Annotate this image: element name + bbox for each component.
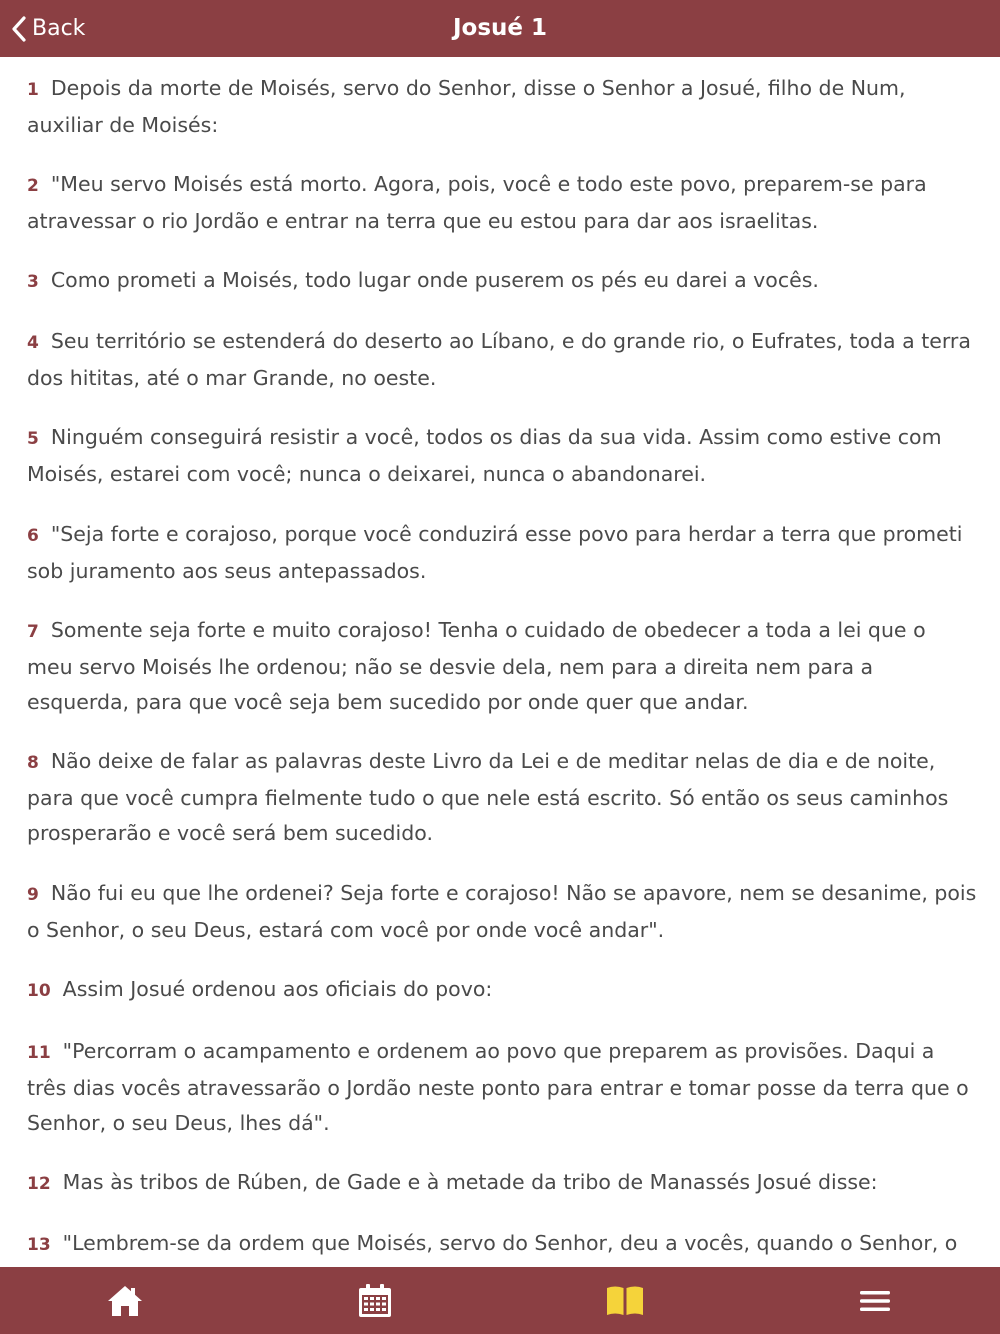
verse-number: 6 bbox=[27, 526, 39, 546]
verse-number: 5 bbox=[27, 429, 39, 449]
chapter-content[interactable] bbox=[0, 57, 1000, 1267]
verse bbox=[27, 517, 977, 589]
back-button-label: Back bbox=[32, 16, 86, 41]
verse bbox=[27, 972, 977, 1009]
verse-text: Assim Josué ordenou aos oficiais do povo: bbox=[62, 977, 493, 1001]
verse-text: Seu território se estenderá do deserto ao Líbano, e do grande rio, o Eufrates, toda a terra dos hititas, até o mar Grande, no oeste. bbox=[27, 329, 971, 390]
verse-text: "Lembrem-se da ordem que Moisés, servo do Senhor, deu a vocês, quando o Senhor, o bbox=[62, 1231, 958, 1255]
verse-text: Somente seja forte e muito corajoso! Tenha o cuidado de obedecer a toda a lei que o meu servo Moisés lhe ordenou; não se desvie dela, nem para a direita nem para a esquerda, para que você seja bem sucedido por onde quer que andar. bbox=[27, 618, 926, 714]
tab-bible[interactable] bbox=[500, 1267, 750, 1334]
tab-menu[interactable] bbox=[750, 1267, 1000, 1334]
verse-text: "Seja forte e corajoso, porque você conduzirá esse povo para herdar a terra que prometi sob juramento aos seus antepassados. bbox=[27, 522, 963, 583]
verse-number: 4 bbox=[27, 333, 39, 353]
tab-home[interactable] bbox=[0, 1267, 250, 1334]
verse-text: Mas às tribos de Rúben, de Gade e à metade da tribo de Manassés Josué disse: bbox=[62, 1170, 878, 1194]
tab-calendar[interactable] bbox=[250, 1267, 500, 1334]
verse bbox=[27, 1165, 977, 1202]
back-button[interactable] bbox=[10, 0, 85, 57]
verse-number: 2 bbox=[27, 176, 39, 196]
page-title: Josué 1 bbox=[452, 15, 548, 41]
verse-number: 1 bbox=[27, 80, 39, 100]
verse-number: 3 bbox=[27, 272, 39, 292]
verse-text: Ninguém conseguirá resistir a você, todos os dias da sua vida. Assim como estive com Moisés, estarei com você; nunca o deixarei, nunca o abandonarei. bbox=[27, 425, 942, 486]
verse-number: 11 bbox=[27, 1043, 51, 1063]
verse bbox=[27, 324, 977, 396]
verse-number: 12 bbox=[27, 1174, 51, 1194]
verse bbox=[27, 71, 977, 143]
verse-number: 9 bbox=[27, 885, 39, 905]
home-icon bbox=[106, 1284, 144, 1318]
verse-text: Não deixe de falar as palavras deste Livro da Lei e de meditar nelas de dia e de noite, para que você cumpra fielmente tudo o que nele está escrito. Só então os seus caminhos prosperarão e você será bem sucedido. bbox=[27, 749, 949, 845]
book-icon bbox=[605, 1284, 645, 1318]
verse bbox=[27, 876, 977, 948]
verse-number: 10 bbox=[27, 981, 51, 1001]
verse-text: "Percorram o acampamento e ordenem ao povo que preparem as provisões. Daqui a três dias vocês atravessarão o Jordão neste ponto para entrar e tomar posse da terra que o Senhor, o seu Deus, lhes dá". bbox=[27, 1039, 969, 1135]
navigation-bar bbox=[0, 0, 1000, 57]
verse bbox=[27, 613, 977, 720]
verse bbox=[27, 744, 977, 851]
chevron-left-icon bbox=[10, 15, 28, 43]
verse-number: 13 bbox=[27, 1235, 51, 1255]
verse-number: 7 bbox=[27, 622, 39, 642]
verse bbox=[27, 167, 977, 239]
verse bbox=[27, 263, 977, 300]
calendar-icon bbox=[357, 1283, 393, 1319]
verse-text: Como prometi a Moisés, todo lugar onde puserem os pés eu darei a vocês. bbox=[50, 268, 819, 292]
verse-number: 8 bbox=[27, 753, 39, 773]
verse bbox=[27, 1034, 977, 1141]
verse-text: "Meu servo Moisés está morto. Agora, pois, você e todo este povo, preparem-se para atravessar o rio Jordão e entrar na terra que eu estou para dar aos israelitas. bbox=[27, 172, 927, 233]
menu-icon bbox=[859, 1288, 891, 1314]
verse bbox=[27, 420, 977, 492]
verse-text: Não fui eu que lhe ordenei? Seja forte e corajoso! Não se apavore, nem se desanime, pois o Senhor, o seu Deus, estará com você por onde você andar". bbox=[27, 881, 977, 942]
tab-bar bbox=[0, 1267, 1000, 1334]
verse-text: Depois da morte de Moisés, servo do Senhor, disse o Senhor a Josué, filho de Num, auxiliar de Moisés: bbox=[27, 76, 906, 137]
